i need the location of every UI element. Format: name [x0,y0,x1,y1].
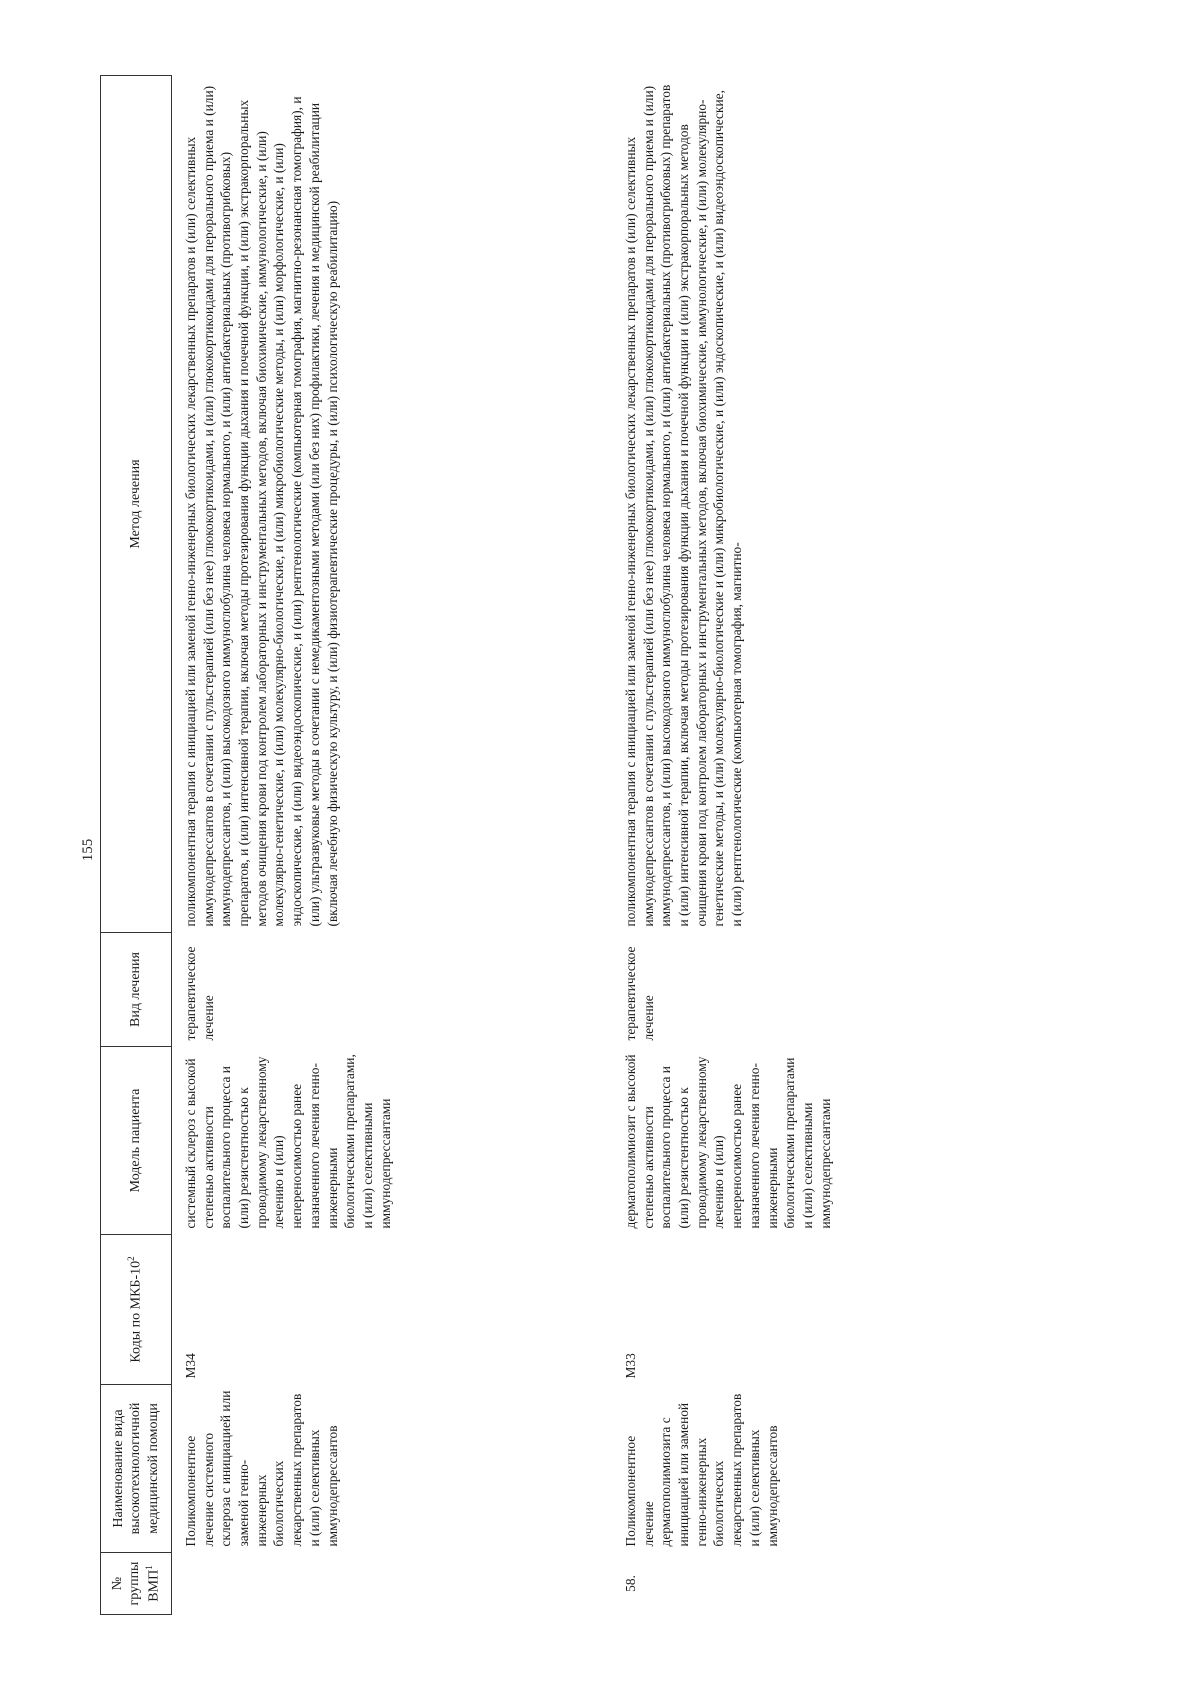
header-treatment-type: Вид лечения [101,933,172,1047]
cell-patient-model: системный склероз с высокой степенью активности воспалительного процесса и (или) резистентностью к проводимому лекарственному лечению и (или) непереносимостью ранее назначенного лечения генно-инженерными биологическими препаратами, и (или) селективными иммунодепрессантами [183,1054,393,1229]
cell-vmp-name: Поликомпонентное лечение системного склероза с инициацией или заменой генно-инженерных биологических лекарственных препаратов и (или) селективных иммунодепрессантов [183,1390,340,1547]
cell-patient-model: дерматополимиозит с высокой степенью активности воспалительного процесса и (или) резистентностью к проводимому лекарственному лечению и (или) непереносимостью ранее назначенного лечения генно-инженерными биологическими препаратами и (или) селективными иммунодепрессантами [623,1054,833,1229]
cell-treatment-type: терапевтическое лечение [623,946,656,1041]
cell-group-num [172,1553,613,1615]
cell-group-num: 58. [623,1575,638,1592]
table-row [612,76,1042,1615]
header-vmp-name: Наименование вида высокотехнологичной медицинской помощи [101,1385,172,1553]
page-number: 155 [80,838,96,862]
cell-treatment-method: поликомпонентная терапия с инициацией или заменой генно-инженерных биологических лекарственных препаратов и (или) селективных иммунодепрессантов в сочетании с пульстерапией (или без нее) глюкокортикоидами, и (или) глюкокортикоидами для перорального приема и (или) иммунодепрессантов, и (или) высокодозного иммуноглобулина человека нормального, и (или) антибактериальных (противогрибковых) препаратов и (или) интенсивной терапии, включая методы протезирования функции дыхания и почечной функции и (или) экстракорпоральных методов очищения крови под контролем лабораторных и инструментальных методов, включая биохимические, иммунологические, и (или) молекулярно-генетические методы, и (или) молекулярно-биологические и (или) микробиологические, и (или) эндоскопические, и (или) видеоэндоскопические, и (или) рентгенологические (компьютерная томография, магнитно- [623,84,745,927]
cell-treatment-type: терапевтическое лечение [183,946,216,1041]
table-header-row [101,76,172,1615]
header-group-num: № группы ВМП$^1$ [101,1553,172,1615]
table-row [172,76,613,1615]
header-patient-model: Модель пациента [101,1047,172,1235]
rotated-page [50,45,1150,1655]
header-icd-codes: Коды по МКБ-$10^2$ [101,1235,172,1385]
cell-icd-codes: M33 [623,1353,638,1379]
header-treatment-method: Метод лечения [101,76,172,933]
cell-treatment-method: поликомпонентная терапия с инициацией или заменой генно-инженерных биологических лекарственных препаратов и (или) селективных иммунодепрессантов в сочетании с пульстерапией (или без нее) глюкокортикоидами, и (или) глюкокортикоидами для перорального приема и (или) иммунодепрессантов, и (или) высокодозного иммуноглобулина человека нормального, и (или) антибактериальных (противогрибковых) препаратов, и (или) интенсивной терапии, включая методы протезирования функции дыхания и почечной функции, и (или) экстракорпоральных методов очищения крови под контролем лабораторных и инструментальных методов, включая биохимические, иммунологические, и (или) молекулярно-генетические, и (или) молекулярно-биологические, и (или) микробиологические методы, и (или) морфологические, и (или) эндоскопические, и (или) видеоэндоскопические, и (или) рентгенологические (компьютерная томография, магнитно-резонансная томография), и (или) ультразвуковые методы в сочетании с немедикаментозными методами (или без них) профилактики, лечения и медицинской реабилитации (включая лечебную физическую культуру, и (или) физиотерапевтические процедуры, и (или) психологическую реабилитацию) [183,85,340,927]
vmp-table [100,75,1042,1615]
cell-icd-codes: M34 [183,1353,198,1379]
cell-vmp-name: Поликомпонентное лечение дерматополимиозита с инициацией или заменой генно-инженерных биологических лекарственных препаратов и (или) селективных иммунодепрессантов [623,1393,780,1547]
